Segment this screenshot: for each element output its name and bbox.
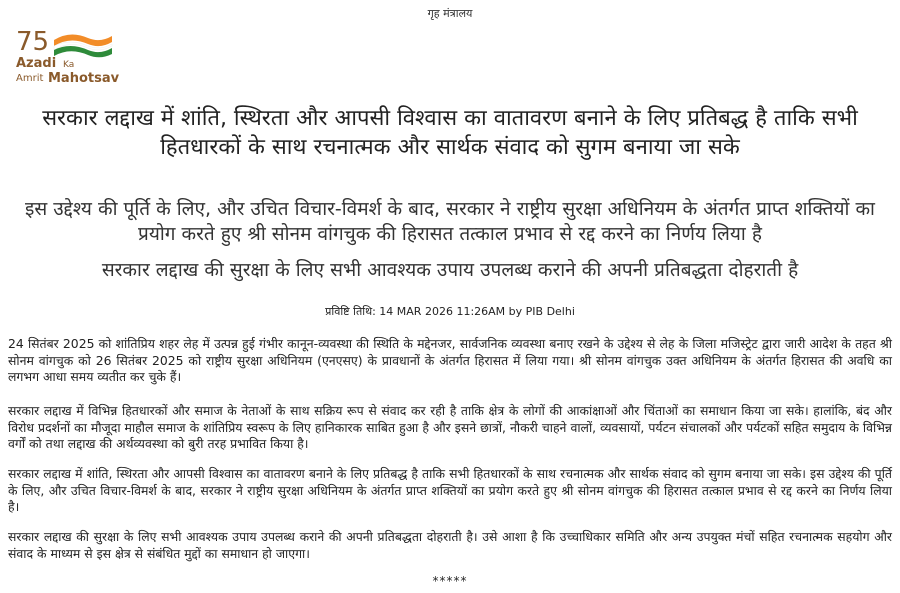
logo-mahotsav: Mahotsav: [48, 71, 120, 86]
body-paragraph-2: सरकार लद्दाख में विभिन्न हितधारकों और समाज के नेताओं के साथ सक्रिय रूप से संवाद कर रही है ताकि क्षेत्र के लोगों की आकांक्षाओं और चिंताओं का समाधान किया जा सके। हालांकि, बंद और विरोध प्रदर्शनों का मौजूदा माहौल समाज के शांतिप्रिय स्वरूप के लिए हानिकारक साबित हुआ है और इसने छात्रों, नौकरी चाहने वालों, व्यवसायों, पर्यटन संचालकों और पर्यटकों सहित समुदाय के विभिन्न वर्गों को तथा लद्दाख की अर्थव्यवस्था को बुरी तरह प्रभावित किया है।: [8, 403, 892, 451]
end-marker: *****: [432, 574, 468, 588]
subheading-2: सरकार लद्दाख की सुरक्षा के लिए सभी आवश्यक उपाय उपलब्ध कराने की अपनी प्रतिबद्धता दोहराती है: [101, 259, 799, 281]
logo-number: 75: [16, 27, 50, 57]
logo-azadi: Azadi: [16, 56, 57, 71]
logo-75-flag-icon: [14, 26, 114, 60]
logo-amrit: Amrit: [16, 73, 44, 84]
body-paragraph-3: सरकार लद्दाख में शांति, स्थिरता और आपसी विश्वास का वातावरण बनाने के लिए प्रतिबद्ध है ताकि सभी हितधारकों के साथ रचनात्मक और सार्थक संवाद को सुगम बनाया जा सके। इस उद्देश्य की पूर्ति के लिए, और उचित विचार-विमर्श के बाद, सरकार ने राष्ट्रीय सुरक्षा अधिनियम के अंतर्गत प्राप्त शक्तियों का प्रयोग करते हुए श्री सोनम वांगचुक की हिरासत तत्काल प्रभाव से रद्द करने का निर्णय लिया है।: [8, 466, 892, 514]
press-release-headline: सरकार लद्दाख में शांति, स्थिरता और आपसी विश्वास का वातावरण बनाने के लिए प्रतिबद्ध है ताकि सभी हितधारकों के साथ रचनात्मक और सार्थक संवाद को सुगम बनाया जा सके: [42, 106, 858, 160]
body-paragraph-4: सरकार लद्दाख की सुरक्षा के लिए सभी आवश्यक उपाय उपलब्ध कराने की अपनी प्रतिबद्धता दोहराती है। उसे आशा है कि उच्चाधिकार समिति और अन्य उपयुक्त मंचों सहित रचनात्मक सहयोग और संवाद के माध्यम से इस क्षेत्र से संबंधित मुद्दों का समाधान हो जाएगा।: [8, 529, 892, 561]
posted-on-date: प्रविष्टि तिथि: 14 MAR 2026 11:26AM by PIB Delhi: [325, 305, 575, 318]
azadi-ka-amrit-mahotsav-logo: [14, 26, 120, 90]
body-paragraph-1: 24 सितंबर 2025 को शांतिप्रिय शहर लेह में उत्पन्न हुई गंभीर कानून-व्यवस्था की स्थिति के मद्देनजर, सार्वजनिक व्यवस्था बनाए रखने के उद्देश्य से लेह के जिला मजिस्ट्रेट द्वारा जारी आदेश के तहत श्री सोनम वांगचुक को 26 सितंबर 2025 को राष्ट्रीय सुरक्षा अधिनियम (एनएसए) के प्रावधानों के अंतर्गत हिरासत में लिया गया। श्री सोनम वांगचुक उक्त अधिनियम के अंतर्गत हिरासत की अवधि का लगभग आधा समय व्यतीत कर चुके हैं।: [8, 336, 892, 384]
subheading-1: इस उद्देश्य की पूर्ति के लिए, और उचित विचार-विमर्श के बाद, सरकार ने राष्ट्रीय सुरक्षा अधिनियम के अंतर्गत प्राप्त शक्तियों का प्रयोग करते हुए श्री सोनम वांगचुक की हिरासत तत्काल प्रभाव से रद्द करने का निर्णय लिया है: [25, 198, 875, 245]
ministry-name: गृह मंत्रालय: [427, 7, 473, 20]
logo-ka: Ka: [63, 60, 75, 70]
